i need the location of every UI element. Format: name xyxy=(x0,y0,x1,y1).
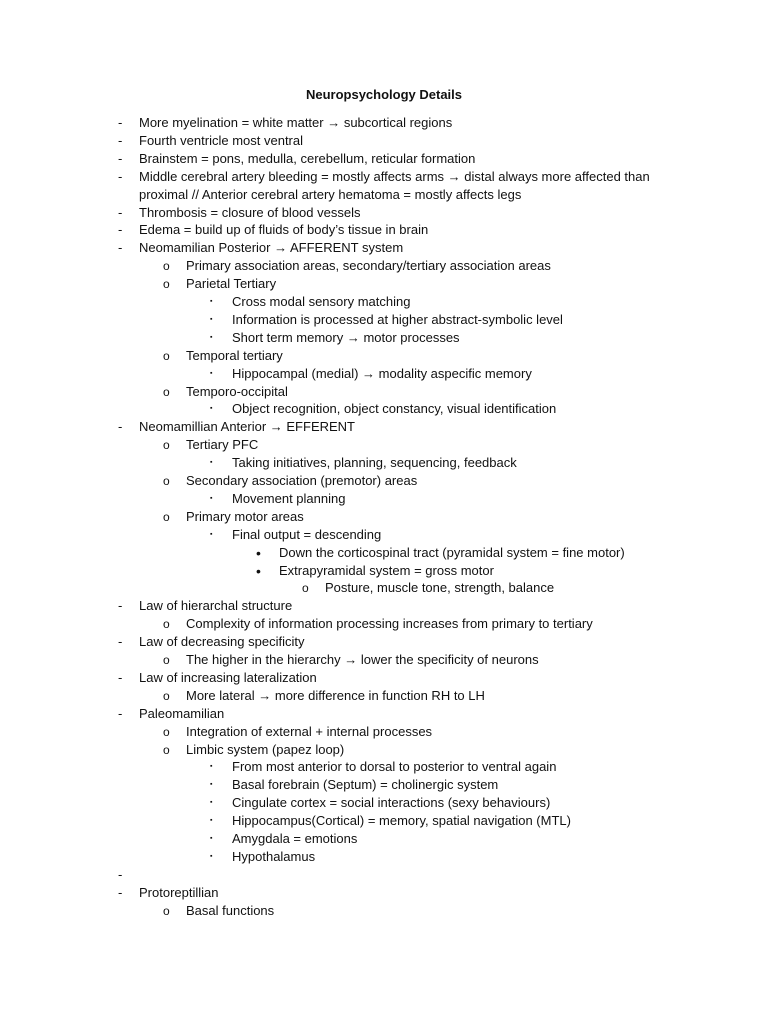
list-item xyxy=(0,615,768,633)
list-item xyxy=(0,400,768,418)
list-item-text: From most anterior to dorsal to posterior to ventral again xyxy=(232,759,557,775)
list-bullet: o xyxy=(163,277,170,292)
list-bullet: ▪ xyxy=(210,369,213,377)
list-item xyxy=(0,150,768,168)
list-bullet: ▪ xyxy=(210,852,213,860)
list-item-text: Taking initiatives, planning, sequencing, feedback xyxy=(232,455,517,471)
list-item xyxy=(0,633,768,651)
list-item xyxy=(0,257,768,275)
list-item xyxy=(0,741,768,759)
list-bullet: ▪ xyxy=(210,530,213,538)
list-item xyxy=(0,848,768,866)
list-bullet: o xyxy=(163,474,170,488)
list-bullet: o xyxy=(163,384,170,399)
list-bullet: - xyxy=(118,240,123,256)
list-item xyxy=(0,490,768,508)
list-item-text: Temporo-occipital xyxy=(186,383,288,399)
list-item xyxy=(0,705,768,723)
list-item xyxy=(0,776,768,794)
list-item xyxy=(0,293,768,311)
list-item-text: Thrombosis = closure of blood vessels xyxy=(139,204,361,220)
list-item-text: More myelination = white matter → subcortical regions xyxy=(139,115,453,130)
list-item xyxy=(0,311,768,329)
list-item xyxy=(0,884,768,902)
list-item xyxy=(0,132,768,150)
list-item xyxy=(0,168,768,186)
list-item-text: Secondary association (premotor) areas xyxy=(186,473,418,488)
list-item-text: Hypothalamus xyxy=(232,848,316,864)
list-bullet: - xyxy=(118,419,123,435)
list-item xyxy=(0,758,768,776)
list-item-text: Hippocampus(Cortical) = memory, spatial navigation (MTL) xyxy=(232,813,571,829)
list-item xyxy=(0,651,768,669)
list-item xyxy=(0,239,768,257)
list-item-text: Parietal Tertiary xyxy=(186,276,277,292)
list-item xyxy=(0,579,768,597)
list-bullet: o xyxy=(163,438,170,453)
list-item xyxy=(0,526,768,544)
list-item-text: Protoreptillian xyxy=(139,884,219,900)
list-item xyxy=(0,866,768,884)
list-item-text: Integration of external + internal processes xyxy=(186,723,433,739)
list-item-text: Brainstem = pons, medulla, cerebellum, reticular formation xyxy=(139,150,476,166)
list-item-text: More lateral → more difference in function RH to LH xyxy=(186,687,485,703)
page-title: Neuropsychology Details xyxy=(305,87,463,102)
list-item xyxy=(0,794,768,812)
list-bullet: o xyxy=(163,653,170,667)
list-bullet: - xyxy=(118,669,123,685)
list-item-text: proximal // Anterior cerebral artery hematoma = mostly affects legs xyxy=(139,186,522,202)
list-item-text: Basal functions xyxy=(186,902,275,918)
list-item-text: Movement planning xyxy=(232,490,346,506)
list-bullet: ▪ xyxy=(210,781,213,789)
list-bullet: ▪ xyxy=(210,298,213,305)
list-item-text: Final output = descending xyxy=(232,526,382,542)
list-item-text: Complexity of information processing increases from primary to tertiary xyxy=(186,616,593,632)
list-bullet: ▪ xyxy=(210,817,213,825)
list-item-text: Limbic system (papez loop) xyxy=(186,741,345,757)
list-item xyxy=(0,562,768,580)
list-item-text: Law of decreasing specificity xyxy=(139,634,305,650)
list-item-text: Cingulate cortex = social interactions (sexy behaviours) xyxy=(232,795,551,811)
list-bullet: • xyxy=(256,562,261,579)
list-bullet: - xyxy=(118,115,123,130)
list-bullet: - xyxy=(118,132,123,148)
list-item xyxy=(0,204,768,222)
list-item-text: Neomamilian Posterior → AFFERENT system xyxy=(139,240,404,256)
list-bullet: ▪ xyxy=(210,405,213,413)
list-item xyxy=(0,347,768,365)
list-bullet: - xyxy=(118,204,123,220)
list-bullet: - xyxy=(118,705,123,721)
list-bullet: o xyxy=(163,259,170,274)
list-item xyxy=(0,544,768,562)
list-item xyxy=(0,436,768,454)
list-bullet: - xyxy=(118,866,123,882)
list-item xyxy=(0,597,768,615)
list-bullet: - xyxy=(118,598,123,614)
list-item-text: Law of increasing lateralization xyxy=(139,669,317,685)
list-item-text: Middle cerebral artery bleeding = mostly affects arms → distal always more affected than xyxy=(139,168,650,184)
list-item xyxy=(0,472,768,490)
list-item xyxy=(0,383,768,401)
list-item-text: Extrapyramidal system = gross motor xyxy=(279,562,494,578)
list-item-text: Temporal tertiary xyxy=(186,347,283,363)
list-bullet: - xyxy=(118,222,123,238)
list-bullet: o xyxy=(163,617,170,632)
list-bullet: ▪ xyxy=(210,459,213,467)
list-bullet: o xyxy=(163,509,170,524)
list-item-text: Short term memory → motor processes xyxy=(232,329,460,345)
list-item xyxy=(0,687,768,705)
list-item xyxy=(0,418,768,436)
list-bullet: ▪ xyxy=(210,494,213,502)
list-item xyxy=(0,186,768,204)
list-item xyxy=(0,902,768,920)
list-bullet: - xyxy=(118,634,123,650)
list-item-text: Tertiary PFC xyxy=(186,437,259,453)
list-item-text: Primary association areas, secondary/tertiary association areas xyxy=(186,258,551,274)
list-item-text: Neomamillian Anterior → EFFERENT xyxy=(139,419,355,435)
list-item xyxy=(0,365,768,383)
list-item xyxy=(0,329,768,347)
list-item-text: Hippocampal (medial) → modality aspecific memory xyxy=(232,365,532,381)
list-bullet: o xyxy=(163,903,170,918)
list-item xyxy=(0,508,768,526)
list-bullet: • xyxy=(256,544,261,561)
list-bullet: ▪ xyxy=(210,333,213,341)
list-item xyxy=(0,669,768,687)
list-item xyxy=(0,275,768,293)
list-item xyxy=(0,454,768,472)
list-item xyxy=(0,830,768,848)
list-item-text: Amygdala = emotions xyxy=(232,831,358,846)
list-item-text: Down the corticospinal tract (pyramidal system = fine motor) xyxy=(279,544,625,560)
list-bullet: - xyxy=(118,168,123,184)
list-bullet: o xyxy=(163,724,170,739)
list-bullet: - xyxy=(118,150,123,166)
list-item-text: Information is processed at higher abstract-symbolic level xyxy=(232,311,563,327)
list-item-text: Primary motor areas xyxy=(186,508,304,524)
list-bullet: ▪ xyxy=(210,835,213,842)
list-item-text: Posture, muscle tone, strength, balance xyxy=(325,580,555,596)
list-bullet: - xyxy=(118,884,123,900)
list-item-text: The higher in the hierarchy → lower the specificity of neurons xyxy=(186,652,539,667)
list-bullet: o xyxy=(163,348,170,363)
list-item-text: Object recognition, object constancy, visual identification xyxy=(232,401,557,417)
list-item-text: Basal forebrain (Septum) = cholinergic system xyxy=(232,777,499,793)
list-item-text: Edema = build up of fluids of body’s tissue in brain xyxy=(139,222,429,238)
list-item xyxy=(0,114,768,132)
list-bullet: ▪ xyxy=(210,799,213,807)
list-item-text: Paleomamilian xyxy=(139,705,225,721)
list-bullet: ▪ xyxy=(210,315,213,323)
list-item xyxy=(0,812,768,830)
list-bullet: o xyxy=(302,581,309,596)
list-item xyxy=(0,723,768,741)
list-bullet: o xyxy=(163,688,170,703)
list-bullet: o xyxy=(163,742,170,757)
list-item-text: Cross modal sensory matching xyxy=(232,294,411,309)
list-item-text: Fourth ventricle most ventral xyxy=(139,132,304,148)
list-bullet: ▪ xyxy=(210,763,213,771)
list-item xyxy=(0,221,768,239)
list-item-text: Law of hierarchal structure xyxy=(139,598,293,614)
